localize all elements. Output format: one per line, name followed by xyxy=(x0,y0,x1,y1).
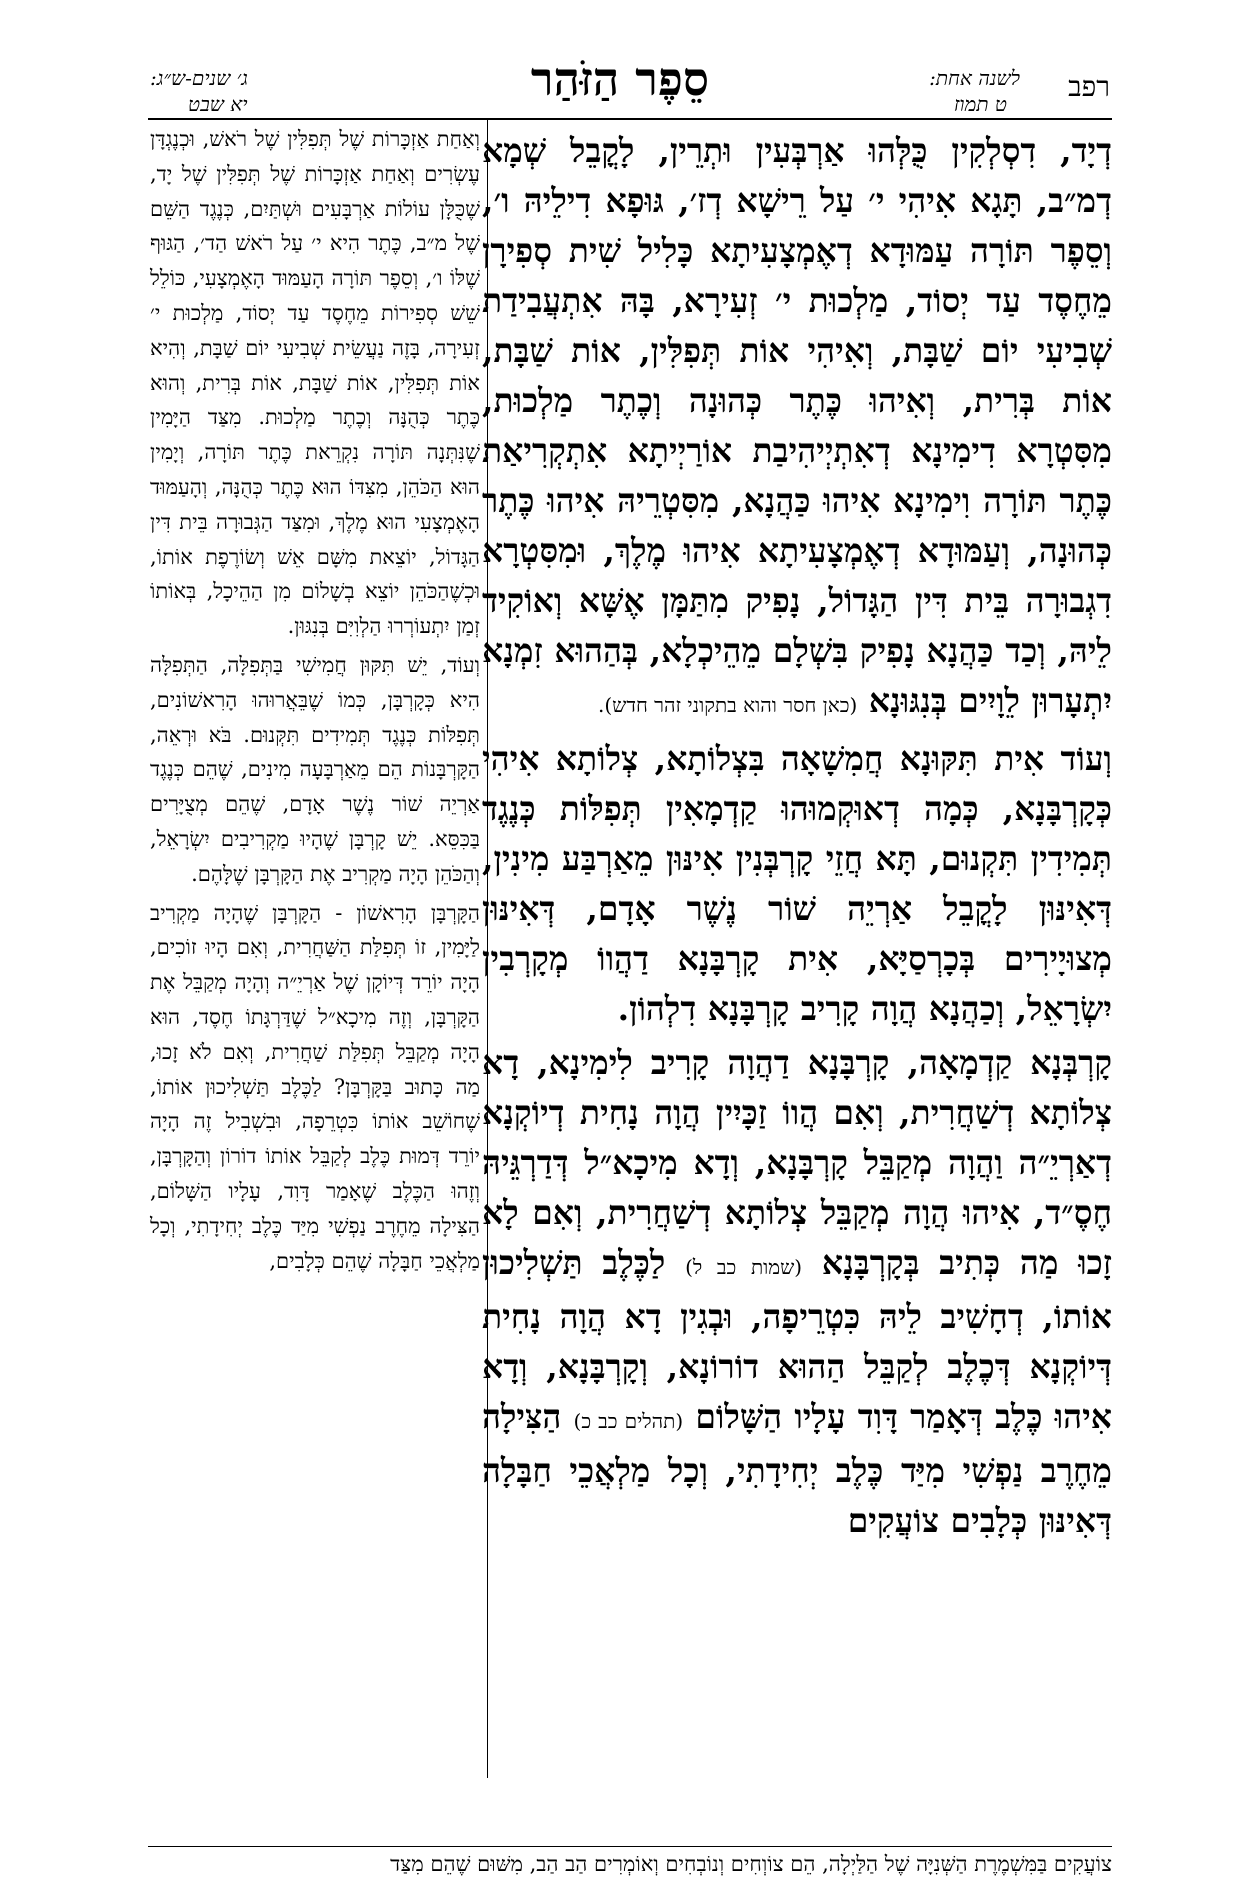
header-right-line1: לשנה אחת: xyxy=(929,66,1020,90)
translation-column xyxy=(150,122,480,1282)
header-left-line2: יא שבט xyxy=(188,92,248,116)
main-paragraph-3-text: קָרְבְּנָא קַדְמָאָה, קָרְבָּנָא דַהֲוָה קָרִיב לִימִינָא, דָא צְלוֹתָא דְשַׁחֲרִית, וְאִם הֲווֹ זַכָּיִין הֲוָה נָחִית דְיוֹקְנָא דְאַרְיֵ״ה וַהֲוָה מְקַבֵּל קָרְבָּנָא, וְדָא מִיכָא״ל דְּדַרְגֵּיהּ חֶסֶ״ד, אִיהוּ הֲוָה מְקַבֵּל צְלוֹתָא דְשַׁחֲרִית, וְאִם לָא זָכוּ מַה כְּתִיב בְּקָרְבָּנָא xyxy=(482,1043,1112,1282)
main-paragraph-1 xyxy=(482,126,1112,730)
main-paragraph-3b-text: לַכֶּלֶב תַּשְׁלִיכוּן אוֹתוֹ, דְחָשִׁיב לֵיהּ כִּטְרֵיפָה, וּבְגִין דָא הֲוָה נָחִית דְּיוֹקְנָא דְּכֶלֶב לְקַבֵּל הַהוּא דוֹרוֹנָא, וְקָרְבָּנָא, וְדָא אִיהוּ כֶּלֶב דְּאָמַר דָּוִד עָלָיו הַשָּׁלוֹם xyxy=(482,1243,1112,1436)
main-paragraph-1-text: דְיָד, דִסְלְקִין כֻּלְּהוּ אַרְבְּעִין וּתְרֵין, לָקֳבֵל שְׁמָא דְמ״ב, תָּגָא אִיהִי י׳ עַל רֵישָׁא דְז׳, גּוּפָא דִילֵיהּ ו׳, וְסֵפֶר תּוֹרָה עַמּוּדָא דְאֶמְצָעִיתָא כָּלִיל שִׁית סְפִירָן מֵחֶסֶד עַד יְסוֹד, מַלְכוּת י׳ זְעִירָא, בָּהּ אִתְעֲבִידַת שְׁבִיעִי יוֹם שַׁבָּת, וְאִיהִי אוֹת תְּפִלִּין, אוֹת שַׁבָּת, אוֹת בְּרִית, וְאִיהוּ כֶּתֶר כְּהוּנָה וְכֶתֶר מַלְכוּת, מִסִּטְרָא דִימִינָא דְאִתְיְיהִיבַת אוֹרַיְיתָא אִתְקְרִיאַת כֶּתֶר תּוֹרָה וִימִינָא אִיהוּ כַּהֲנָא, מִסִּטְרֵיהּ אִיהוּ כֶּתֶר כְּהוּנָה, וְעַמּוּדָא דְאֶמְצָעִיתָא אִיהוּ מֶלֶךְ, וּמִסִּטְרָא דִגְבוּרָה בֵּית דִּין הַגָּדוֹל, נָפִיק מִתַּמָּן אֶשָּׁא וְאוֹקִיד לֵיהּ, וְכַד כַּהֲנָא נָפִיק בִּשְׁלָם מֵהֵיכְלָא, בְּהַהוּא זִמְנָא יִתְעָרוּן לֵוָיִים בְּנִגּוּנָא xyxy=(482,131,1112,720)
page-number: רפב xyxy=(1068,70,1110,103)
main-paragraph-3c-text: הַצִּילָה מֵחֶרֶב נַפְשִׁי מִיַּד כֶּלֶב יְחִידָתִי, וְכָל מַלְאֲכֵי חַבָּלָה דְּאִינּוּן כְּלָבִים צוֹעֲקִים xyxy=(482,1397,1112,1540)
page-title: סֵפֶר הַזֹּהַר xyxy=(530,52,710,106)
side-paragraph-1: וְאַחַת אַזְכָּרוֹת שֶׁל תְּפִלִּין שֶׁל רֹאשׁ, וּכְנֶגְדָּן עֶשְׂרִים וְאַחַת אַזְכָּרוֹת שֶׁל תְּפִלִּין שֶׁל יָד, שֶׁכֻּלָּן עוֹלוֹת אַרְבָּעִים וּשְׁתַּיִם, כְּנֶגֶד הַשֵּׁם שֶׁל מ״ב, כֶּתֶר הִיא י׳ עַל רֹאשׁ הַד׳, הַגּוּף שֶׁלּוֹ ו׳, וְסֵפֶר תּוֹרָה הָעַמּוּד הָאֶמְצָעִי, כּוֹלֵל שֵׁשׁ סְפִירוֹת מֵחֶסֶד עַד יְסוֹד, מַלְכוּת י׳ זְעִירָה, בָּזֶה נַעֲשֵׂית שְׁבִיעִי יוֹם שַׁבָּת, וְהִיא אוֹת תְּפִלִּין, אוֹת שַׁבָּת, אוֹת בְּרִית, וְהוּא כֶּתֶר כְּהֻנָּה וְכֶתֶר מַלְכוּת. מִצַּד הַיָּמִין שֶׁנִּתְּנָה תּוֹרָה נִקְרֵאת כֶּתֶר תּוֹרָה, וְיָמִין הוּא הַכֹּהֵן, מִצִּדּוֹ הוּא כֶּתֶר כְּהֻנָּה, וְהָעַמּוּד הָאֶמְצָעִי הוּא מֶלֶךְ, וּמִצַּד הַגְּבוּרָה בֵּית דִּין הַגָּדוֹל, יוֹצֵאת מִשָּׁם אֵשׁ וְשׂוֹרֶפֶת אוֹתוֹ, וּכְשֶׁהַכֹּהֵן יוֹצֵא בְשָׁלוֹם מִן הַהֵיכָל, בְּאוֹתוֹ זְמַן יִתְעוֹרְרוּ הַלְוִיִּם בְּנִגּוּן. xyxy=(150,127,480,639)
side-paragraph-3: הַקָּרְבָּן הָרִאשׁוֹן - הַקָּרְבָּן שֶׁהָיָה מַקְרִיב לַיָּמִין, זוֹ תְּפִלַּת הַשַּׁחֲרִית, וְאִם הָיוּ זוֹכִים, הָיָה יוֹרֵד דְּיוֹקָן שֶׁל אַרְיֵ״ה וְהָיָה מְקַבֵּל אֶת הַקָּרְבָּן, וְזֶה מִיכָא״ל שֶׁדַּרְגָּתוֹ חֶסֶד, הוּא הָיָה מְקַבֵּל תְּפִלַּת שַׁחֲרִית, וְאִם לֹא זָכוּ, מַה כָּתוּב בַּקָּרְבָּן? לַכֶּלֶב תַּשְׁלִיכוּן אוֹתוֹ, שֶׁחוֹשֵׁב אוֹתוֹ כִּטְרֵפָה, וּבִשְׁבִיל זֶה הָיָה יוֹרֵד דְּמוּת כֶּלֶב לְקַבֵּל אוֹתוֹ דוֹרוֹן וְהַקָּרְבָּן, וְזֶהוּ הַכֶּלֶב שֶׁאָמַר דָּוִד, עָלָיו הַשָּׁלוֹם, הַצִּילָה מֵחֶרֶב נַפְשִׁי מִיַּד כֶּלֶב יְחִידָתִי, וְכָל מַלְאֲכֵי חַבָּלָה שֶׁהֵם כְּלָבִים, xyxy=(150,900,480,1273)
footer-continuation: צוֹעֲקִים בַּמִּשְׁמֶרֶת הַשְּׁנִיָּה שֶׁל הַלַּיְלָה, הֵם צוֹוְחִים וְנוֹבְחִים וְאוֹמְרִים הַב הַב, מִשּׁוּם שֶׁהֵם מִצַּד xyxy=(390,1852,1112,1876)
footer-rule xyxy=(148,1846,1112,1847)
main-citation-2: (תהלים כב כ) xyxy=(573,1409,684,1433)
main-citation-1: (שמות כב ל) xyxy=(685,1255,803,1279)
header-right-line2: ט תמוז xyxy=(953,92,1007,116)
main-paragraph-3 xyxy=(482,1038,1112,1546)
side-paragraph-2: וְעוֹד, יֵשׁ תִּקּוּן חֲמִישִׁי בַּתְּפִלָּה, הַתְּפִלָּה הִיא כְּקָרְבָּן, כְּמוֹ שֶׁבֵּאֲרוּהוּ הָרִאשׁוֹנִים, תְּפִלּוֹת כְּנֶגֶד תְּמִידִים תִּקְּנוּם. בֹּא וּרְאֵה, הַקָּרְבָּנוֹת הֵם מֵאַרְבָּעָה מִינִים, שֶׁהֵם כְּנֶגֶד אַרְיֵה שׁוֹר נֶשֶׁר אָדָם, שֶׁהֵם מְצֻיָּרִים בַּכִּסֵּא. יֵשׁ קָרְבָּן שֶׁהָיוּ מַקְרִיבִים יִשְׂרָאֵל, וְהַכֹּהֵן הָיָה מַקְרִיב אֶת הַקָּרְבָּן שֶׁלָּהֶם. xyxy=(150,652,480,886)
main-note-missing: (כאן חסר והוא בתקוני זהר חדש). xyxy=(598,693,858,717)
header-left-line1: ג׳ שנים-ש״ג: xyxy=(150,66,248,90)
main-paragraph-2: וְעוֹד אִית תִּקּוּנָא חֲמִשָׁאָה בִּצְלוֹתָא, צְלוֹתָא אִיהִי כְּקָרְבָּנָא, כְּמָה דְאוּקְמוּהוּ קַדְמָאִין תְּפִלּוֹת כְּנֶגֶד תְּמִידִין תִּקְנוּם, תָּא חֲזֵי קָרְבְּנִין אִינּוּן מֵאַרְבַּע מִינִין, דְּאִינּוּן לָקֳבֵל אַרְיֵה שׁוֹר נֶשֶׁר אָדָם, דְּאִינּוּן מְצוּיָירִים בְּכָרְסַיָּא, אִית קָרְבָּנָא דַהֲווֹ מְקָרְבִין יִשְׂרָאֵל, וְכַהֲנָא הֲוָה קָרִיב קָרְבָּנָא דִלְהוֹן. xyxy=(482,739,1112,1028)
header-rule xyxy=(148,118,1112,120)
main-column xyxy=(482,126,1112,1550)
